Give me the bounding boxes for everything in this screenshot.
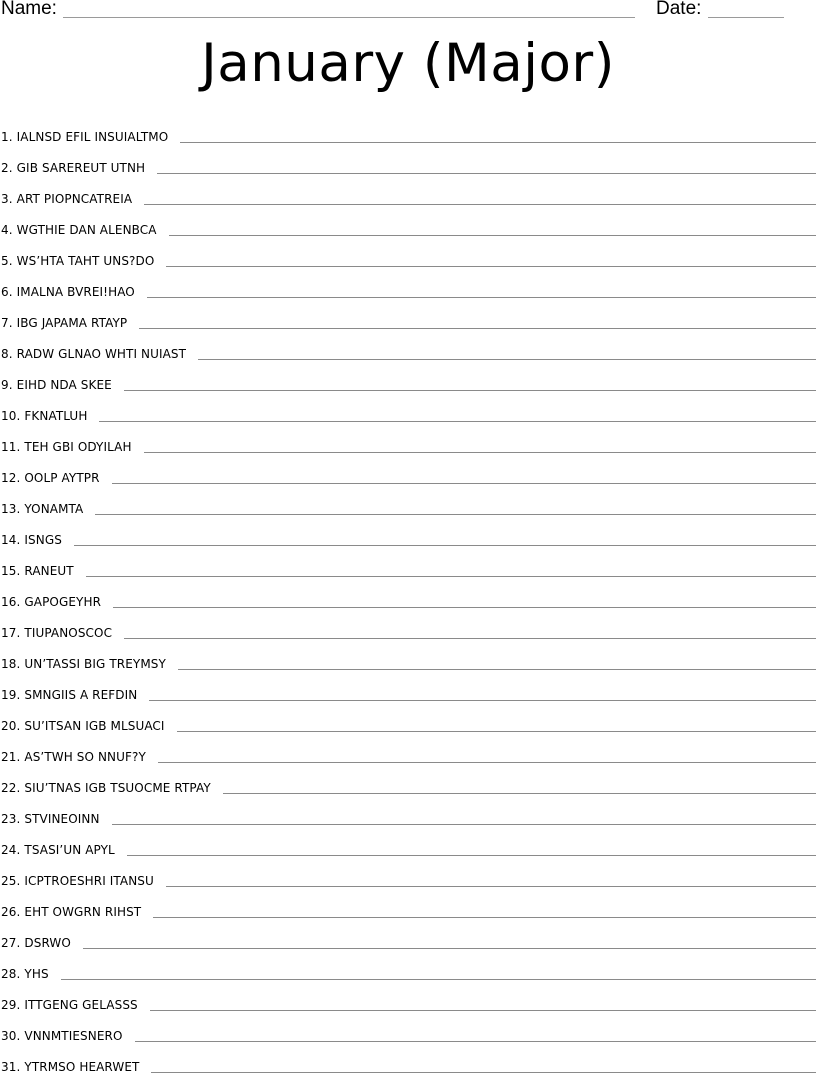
item-number: 16. <box>1 595 21 609</box>
list-item <box>0 299 816 330</box>
worksheet-header <box>0 0 816 26</box>
item-number: 4. <box>1 223 13 237</box>
list-item <box>0 795 816 826</box>
answer-line[interactable] <box>99 421 816 422</box>
answer-line[interactable] <box>95 514 816 515</box>
scrambled-word: SIU’TNAS IGB TSUOCME RTPAY <box>24 781 211 795</box>
scrambled-word: ISNGS <box>24 533 62 547</box>
list-item <box>0 733 816 764</box>
answer-line[interactable] <box>139 328 816 329</box>
answer-line[interactable] <box>223 793 816 794</box>
answer-line[interactable] <box>158 762 816 763</box>
answer-line[interactable] <box>178 669 816 670</box>
item-number: 18. <box>1 657 21 671</box>
answer-line[interactable] <box>147 297 816 298</box>
scrambled-word: YHS <box>24 967 49 981</box>
answer-line[interactable] <box>157 173 816 174</box>
item-number: 1. <box>1 130 13 144</box>
list-item <box>0 764 816 795</box>
answer-line[interactable] <box>83 948 816 949</box>
answer-line[interactable] <box>153 917 816 918</box>
answer-line[interactable] <box>166 886 816 887</box>
scrambled-word: TIUPANOSCOC <box>24 626 113 640</box>
item-number: 14. <box>1 533 21 547</box>
item-number: 17. <box>1 626 21 640</box>
item-number: 13. <box>1 502 21 516</box>
name-field-line[interactable] <box>63 17 635 18</box>
scrambled-word: RANEUT <box>24 564 74 578</box>
scrambled-word: SMNGIIS A REFDIN <box>24 688 138 702</box>
list-item <box>0 1043 816 1074</box>
item-number: 8. <box>1 347 13 361</box>
scrambled-word: DSRWO <box>24 936 71 950</box>
list-item <box>0 981 816 1012</box>
name-label: Name: <box>1 0 57 19</box>
list-item <box>0 113 816 144</box>
scrambled-word: GAPOGEYHR <box>24 595 102 609</box>
scrambled-word: OOLP AYTPR <box>24 471 100 485</box>
item-number: 23. <box>1 812 21 826</box>
item-number: 25. <box>1 874 21 888</box>
date-field-line[interactable] <box>708 17 784 18</box>
answer-line[interactable] <box>112 824 816 825</box>
item-number: 3. <box>1 192 13 206</box>
scrambled-word: WGTHIE DAN ALENBCA <box>16 223 157 237</box>
list-item <box>0 361 816 392</box>
scrambled-word: EHT OWGRN RIHST <box>24 905 142 919</box>
list-item <box>0 144 816 175</box>
item-number: 28. <box>1 967 21 981</box>
scrambled-word: IALNSD EFIL INSUIALTMO <box>16 130 169 144</box>
list-item <box>0 609 816 640</box>
item-number: 7. <box>1 316 13 330</box>
scrambled-word: IMALNA BVREI!HAO <box>16 285 135 299</box>
answer-line[interactable] <box>135 1041 816 1042</box>
list-item <box>0 516 816 547</box>
item-number: 21. <box>1 750 21 764</box>
answer-line[interactable] <box>74 545 816 546</box>
answer-line[interactable] <box>166 266 816 267</box>
answer-line[interactable] <box>151 1072 816 1073</box>
answer-line[interactable] <box>61 979 816 980</box>
answer-line[interactable] <box>177 731 816 732</box>
item-number: 20. <box>1 719 21 733</box>
list-item <box>0 702 816 733</box>
item-number: 10. <box>1 409 21 423</box>
list-item <box>0 237 816 268</box>
list-item <box>0 919 816 950</box>
answer-line[interactable] <box>112 483 816 484</box>
list-item <box>0 888 816 919</box>
scrambled-word: VNNMTIESNERO <box>24 1029 123 1043</box>
answer-line[interactable] <box>113 607 816 608</box>
page-title: January (Major) <box>201 33 615 94</box>
item-number: 9. <box>1 378 13 392</box>
item-number: 30. <box>1 1029 21 1043</box>
scrambled-word: FKNATLUH <box>24 409 88 423</box>
answer-line[interactable] <box>144 204 816 205</box>
scrambled-word: STVINEOINN <box>24 812 100 826</box>
list-item <box>0 640 816 671</box>
list-item <box>0 671 816 702</box>
answer-line[interactable] <box>124 390 816 391</box>
item-number: 31. <box>1 1060 21 1074</box>
scrambled-word: YONAMTA <box>24 502 84 516</box>
item-number: 19. <box>1 688 21 702</box>
scrambled-word: ART PIOPNCATREIA <box>16 192 133 206</box>
scrambled-word: YTRMSO HEARWET <box>24 1060 140 1074</box>
scrambled-word: TEH GBI ODYILAH <box>24 440 132 454</box>
item-number: 27. <box>1 936 21 950</box>
answer-line[interactable] <box>198 359 816 360</box>
scrambled-word: IBG JAPAMA RTAYP <box>16 316 128 330</box>
date-label: Date: <box>656 0 702 19</box>
list-item <box>0 268 816 299</box>
list-item <box>0 206 816 237</box>
list-item <box>0 454 816 485</box>
list-item <box>0 175 816 206</box>
list-item <box>0 423 816 454</box>
item-number: 15. <box>1 564 21 578</box>
answer-line[interactable] <box>124 638 816 639</box>
scrambled-word: ITTGENG GELASSS <box>24 998 138 1012</box>
answer-line[interactable] <box>180 142 816 143</box>
answer-line[interactable] <box>127 855 816 856</box>
list-item <box>0 578 816 609</box>
list-item <box>0 392 816 423</box>
answer-line[interactable] <box>150 1010 816 1011</box>
answer-line[interactable] <box>86 576 816 577</box>
item-number: 24. <box>1 843 21 857</box>
list-item <box>0 1012 816 1043</box>
list-item <box>0 950 816 981</box>
scrambled-word: UN’TASSI BIG TREYMSY <box>24 657 166 671</box>
item-number: 6. <box>1 285 13 299</box>
item-number: 26. <box>1 905 21 919</box>
scrambled-word: GIB SAREREUT UTNH <box>16 161 146 175</box>
answer-line[interactable] <box>144 452 816 453</box>
item-number: 2. <box>1 161 13 175</box>
scrambled-word: EIHD NDA SKEE <box>16 378 112 392</box>
item-number: 12. <box>1 471 21 485</box>
scrambled-word: SU’ITSAN IGB MLSUACI <box>24 719 165 733</box>
answer-line[interactable] <box>169 235 816 236</box>
scramble-list <box>0 113 816 1074</box>
list-item <box>0 330 816 361</box>
scrambled-word: TSASI’UN APYL <box>24 843 115 857</box>
list-item <box>0 857 816 888</box>
scrambled-word: WS’HTA TAHT UNS?DO <box>16 254 155 268</box>
list-item <box>0 547 816 578</box>
answer-line[interactable] <box>149 700 816 701</box>
item-number: 11. <box>1 440 21 454</box>
item-number: 5. <box>1 254 13 268</box>
scrambled-word: ICPTROESHRI ITANSU <box>24 874 154 888</box>
item-number: 29. <box>1 998 21 1012</box>
scrambled-word: AS’TWH SO NNUF?Y <box>24 750 146 764</box>
list-item <box>0 485 816 516</box>
scrambled-word: RADW GLNAO WHTI NUIAST <box>16 347 187 361</box>
item-number: 22. <box>1 781 21 795</box>
list-item <box>0 826 816 857</box>
